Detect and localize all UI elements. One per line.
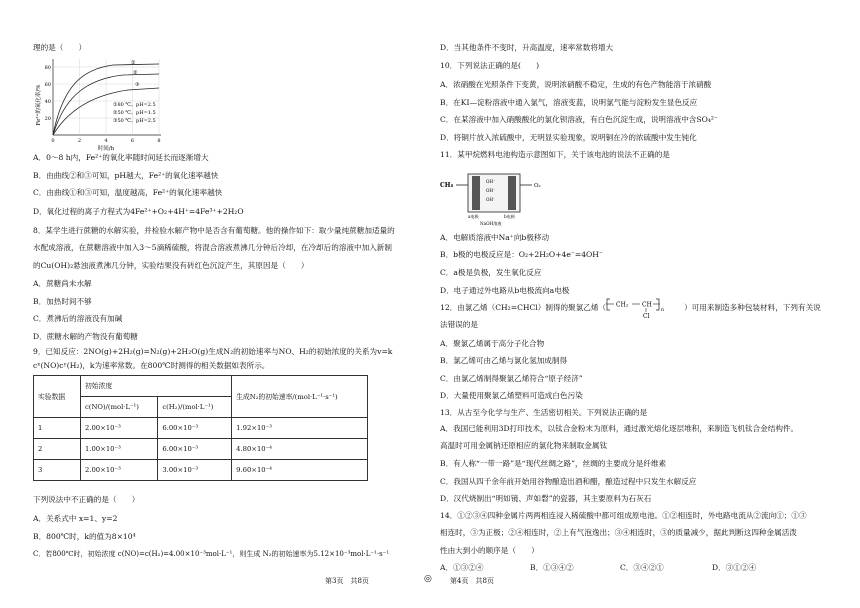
q8-option-a: A．蔗糖尚未水解	[33, 279, 92, 288]
table-cell: 2	[34, 439, 81, 460]
q7-tail: 理的是（ ）	[33, 43, 87, 52]
q9-stem-line: 9．已知反应：2NO(g)+2H₂(g)=N₂(g)+2H₂O(g)生成N₂的初始速率与NO、H₂的初始浓度的关系为v=k	[33, 347, 393, 356]
q13-option-b: B．有人称“一带一路”是“现代丝绸之路”，丝绸的主要成分是纤维素	[440, 459, 667, 468]
table-header-rate: 生成N₂的初始速率/(mol·L⁻¹·s⁻¹)	[232, 376, 368, 418]
y-tick-label: 20	[44, 116, 51, 122]
q12-stem-pre: 12．由氯乙烯（CH₂=CHCl）制得的聚氯乙烯（	[440, 303, 607, 312]
q11-option-b: B．b极的电极反应是：O₂+2H₂O+4e⁻=4OH⁻	[440, 250, 603, 259]
x-tick-label: 6	[130, 138, 135, 144]
q14-stem-line: 相连时，③为正极；②④相连时，②上有气泡逸出；③④相连时，③的质量减少，据此判断这四种金属活泼	[440, 528, 797, 537]
table-cell: 1.00×10⁻³	[81, 439, 158, 460]
x-tick-label: 0	[51, 138, 55, 144]
curve-label-3: ③	[135, 82, 140, 88]
q11-option-a: A．电解质溶液中Na⁺向b极移动	[440, 233, 550, 242]
a-electrode-label: a电极	[468, 214, 479, 219]
polyvinyl-chloride-structure	[606, 297, 684, 319]
legend-entry: ③50 ℃、pH=2.5	[113, 118, 156, 124]
q8-option-b: B．加热时间不够	[33, 297, 92, 306]
table-cell: 3.00×10⁻³	[158, 460, 232, 481]
q13-option-a: A．我国已能利用3D打印技术，以钛合金粉末为原料，通过激光熔化逐层堆积，来制造飞机钛合金结构件。	[440, 424, 799, 433]
q12-stem-line	[440, 297, 821, 319]
chart-y-label: Fe²⁺的氧化率/%	[36, 84, 42, 126]
q10-option-d: D．将铜片放入浓硫酸中，无明显实验现象，说明铜在冷的浓硫酸中发生钝化	[440, 133, 697, 142]
table-row	[34, 439, 368, 460]
oh-label: OH⁻	[486, 188, 496, 193]
q11-stem: 11．某甲烷燃料电池构造示意图如下，关于该电池的说法不正确的是	[440, 150, 670, 159]
table-header-concentration: 初始浓度	[81, 376, 232, 397]
page-number-right: 第4页 共8页	[450, 577, 494, 585]
legend-entry: ①80 ℃、pH=2.5	[113, 102, 156, 108]
q12-option-c: C．由氯乙烯制得聚氯乙烯符合“原子经济”	[440, 374, 583, 383]
fuel-cell-diagram	[440, 170, 560, 226]
electrolyte-label: NaOH溶液	[480, 221, 502, 226]
q14-stem-line: 14．①②③④四种金属片两两相连浸入稀硫酸中都可组成原电池。①②相连时，外电路电流从②流向①；①③	[440, 511, 807, 520]
x-tick-label: 2	[77, 138, 82, 144]
q9-option-c: C．若800℃时，初始浓度 c(NO)=c(H₂)=4.00×10⁻³mol·L⁻¹，则生成 N₂的初始速率为5.12×10⁻³mol·L⁻¹·s⁻¹	[33, 550, 390, 558]
q10-option-c: C．在某溶液中加入硝酸酸化的氯化钡溶液，有白色沉淀生成，说明溶液中含SO₄²⁻	[440, 115, 718, 124]
table-header-experiment: 实验数据	[34, 376, 81, 418]
curve-label-2: ②	[133, 70, 138, 76]
q7-option-a: A．0～8 h内，Fe²⁺的氧化率随时间延长而逐渐增大	[33, 153, 209, 162]
page-number-left: 第3页 共8页	[325, 577, 369, 585]
rate-data-table	[33, 375, 368, 481]
q10-option-a: A．浓硝酸在光照条件下变黄，说明浓硝酸不稳定，生成的有色产物能溶于浓硝酸	[440, 80, 712, 89]
table-cell: 3	[34, 460, 81, 481]
q10-option-b: B．在KI—淀粉溶液中通入氯气，溶液变蓝，说明氯气能与淀粉发生显色反应	[440, 98, 698, 107]
q13-option-c: C．我国从四千余年前开始用谷物酿造出酒和醋，酿造过程中只发生水解反应	[440, 477, 697, 486]
q10-stem: 10．下列说法正确的是( )	[440, 61, 540, 70]
y-tick-label: 40	[44, 99, 51, 105]
x-tick-label: 8	[157, 138, 161, 144]
table-cell: 1	[34, 418, 81, 439]
table-header-h2: c(H₂)/(mol·L⁻¹)	[158, 397, 232, 418]
ch4-label: CH₄	[440, 182, 454, 189]
q8-option-d: D．蔗糖水解的产物没有葡萄糖	[33, 332, 138, 341]
q13-option-a-cont: 高温时可用金属钠还原相应的氯化物来制取金属钛	[440, 441, 608, 450]
q9-option-a: A．关系式中 x=1、y=2	[33, 514, 118, 523]
polymer-n: n	[661, 308, 664, 313]
table-cell: 9.60×10⁻⁴	[232, 460, 368, 481]
y-tick-label: 80	[44, 65, 51, 71]
polymer-cl: Cl	[643, 313, 650, 319]
legend-entry: ②50 ℃、pH=1.5	[113, 110, 156, 116]
oh-label: OH⁻	[486, 197, 496, 202]
q13-option-d: D．汉代烧制出“明如镜、声如磬”的瓷器，其主要原料为石灰石	[440, 494, 652, 503]
x-tick-label: 4	[104, 138, 108, 144]
chart-x-label: 时间/h	[97, 146, 115, 152]
polymer-ch: CH	[642, 301, 652, 309]
b-electrode-label: b电极	[504, 214, 516, 219]
q14-option-a: A．①③②④	[440, 563, 484, 572]
q8-stem-line: 的Cu(OH)₂悬浊液煮沸几分钟，实验结果没有砖红色沉淀产生，其原因是（ ）	[33, 261, 309, 270]
q12-option-b: B．氯乙烯可由乙烯与氯化氢加成制得	[440, 356, 568, 365]
q13-stem: 13．从古至今化学与生产、生活密切相关。下列说法正确的是	[440, 408, 648, 417]
o2-label: O₂	[534, 183, 541, 189]
table-cell: 2.00×10⁻³	[81, 460, 158, 481]
q7-option-d: D．氧化过程的离子方程式为4Fe²⁺+O₂+4H⁺=4Fe³⁺+2H₂O	[33, 207, 244, 216]
table-row	[34, 418, 368, 439]
q14-stem-line: 性由大到小的顺序是（ ）	[440, 546, 539, 555]
y-tick-label: 60	[44, 82, 51, 88]
q9-option-b: B．800℃时，k的值为8×10⁴	[33, 532, 136, 541]
q12-stem-post: ）可用来制造多种包装材料，下列有关说	[684, 303, 821, 312]
q8-option-c: C．煮沸后的溶液没有加碱	[33, 314, 123, 323]
table-cell: 4.80×10⁻⁴	[232, 439, 368, 460]
table-header-no: c(NO)/(mol·L⁻¹)	[81, 397, 158, 418]
curve-label-1: ①	[131, 60, 136, 66]
q12-stem-line2: 法错误的是	[440, 320, 478, 329]
q11-option-d: D．电子通过外电路从b电极流向a电极	[440, 286, 570, 295]
table-cell: 6.00×10⁻³	[158, 439, 232, 460]
q8-stem-line: 水配成溶液，在蔗糖溶液中加入3～5滴稀硫酸，将混合溶液煮沸几分钟后冷却，在冷却后的溶液中加入新制	[33, 243, 392, 252]
q9-question: 下列说法中不正确的是（ ）	[33, 495, 140, 504]
oxidation-rate-chart	[33, 55, 163, 153]
q12-option-d: D．大量使用聚氯乙烯塑料可造成白色污染	[440, 391, 583, 400]
q12-option-a: A．聚氯乙烯属于高分子化合物	[440, 339, 545, 348]
q8-stem-line: 8．某学生进行蔗糖的水解实验，并检验水解产物中是否含有葡萄糖。他的操作如下：取少量纯蔗糖加适量的	[33, 226, 395, 235]
q14-option-b: B．①③④②	[530, 563, 574, 572]
q7-option-c: C．由曲线①和③可知，温度越高，Fe²⁺的氧化速率越快	[33, 188, 223, 197]
q7-option-b: B．由曲线②和③可知，pH越大，Fe²⁺的氧化速率越快	[33, 171, 219, 180]
table-cell: 2.00×10⁻³	[81, 418, 158, 439]
polymer-ch2: CH₂	[616, 301, 629, 309]
q14-option-c: C．③④②①	[620, 563, 664, 572]
q9-stem-line: cˣ(NO)cʸ(H₂)，k为速率常数。在800℃时测得的相关数据如表所示。	[33, 361, 270, 370]
oh-label: OH⁻	[486, 179, 496, 184]
q9-option-d: D．当其他条件不变时，升高温度，速率常数将增大	[440, 43, 614, 52]
q14-option-d: D．③①②④	[712, 563, 757, 572]
table-row	[34, 460, 368, 481]
table-cell: 6.00×10⁻³	[158, 418, 232, 439]
table-cell: 1.92×10⁻³	[232, 418, 368, 439]
center-mark: ◎	[424, 574, 432, 584]
q11-option-c: C．a极是负极，发生氧化反应	[440, 268, 542, 277]
